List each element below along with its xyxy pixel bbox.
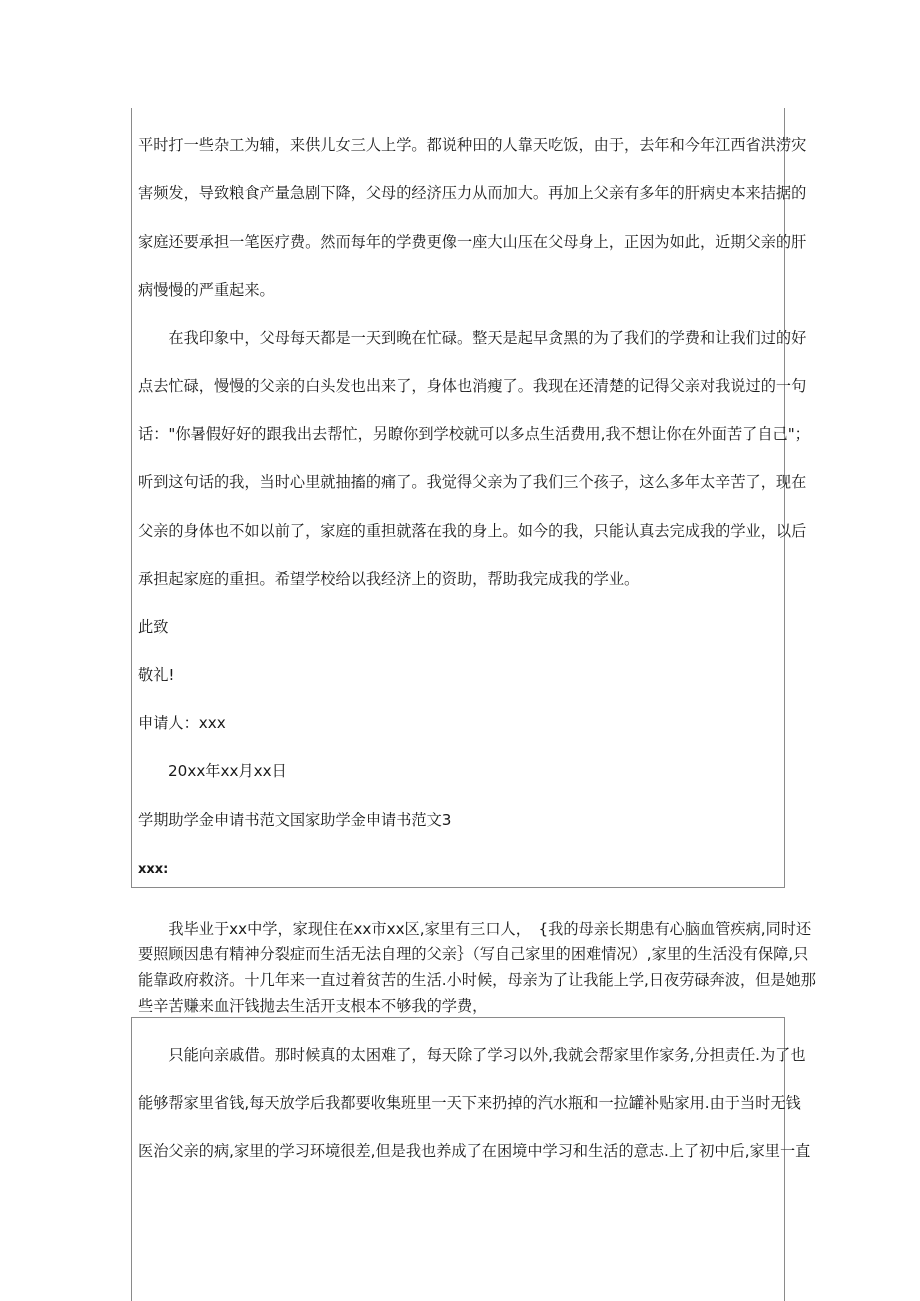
closing-line: 此致 (138, 618, 169, 636)
salutation-line: xxx: (138, 862, 169, 877)
paragraph-line: 点去忙碌，慢慢的父亲的白头发也出来了，身体也消瘦了。我现在还清楚的记得父亲对我说过的一句 (138, 377, 807, 395)
paragraph-line: 在我印象中，父母每天都是一天到晚在忙碌。整天是起早贪黑的为了我们的学费和让我们过的好 (138, 329, 807, 347)
document-heading: 学期助学金申请书范文国家助学金申请书范文3 (138, 811, 452, 829)
paragraph-line: 父亲的身体也不如以前了，家庭的重担就落在我的身上。如今的我，只能认真去完成我的学业，以后 (138, 522, 807, 540)
paragraph-line: 害频发，导致粮食产量急剧下降，父母的经济压力从而加大。再加上父亲有多年的肝病史本来拮据的 (138, 184, 807, 202)
date-line: 20xx年xx月xx日 (168, 762, 287, 780)
paragraph-line: 医治父亲的病,家里的学习环境很差,但是我也养成了在困境中学习和生活的意志.上了初中后,家里一直 (138, 1142, 811, 1160)
paragraph-line: 家庭还要承担一笔医疗费。然而每年的学费更像一座大山压在父母身上，正因为如此，近期父亲的肝 (138, 233, 807, 251)
paragraph-line: 病慢慢的严重起来。 (138, 281, 275, 299)
paragraph-line: 能够帮家里省钱,每天放学后我都要收集班里一天下来扔掉的汽水瓶和一拉罐补贴家用.由于当时无钱 (138, 1094, 801, 1112)
paragraph-line: 平时打一些杂工为辅，来供儿女三人上学。都说种田的人靠天吃饭，由于，去年和今年江西省洪涝灾 (138, 136, 807, 154)
paragraph-line: 些辛苦赚来血汗钱抛去生活开支根本不够我的学费， (138, 997, 488, 1015)
paragraph-line: 话："你暑假好好的跟我出去帮忙，另瞭你到学校就可以多点生活费用,我不想让你在外面苦了自己"； (138, 425, 810, 443)
paragraph-line: 承担起家庭的重担。希望学校给以我经济上的资助，帮助我完成我的学业。 (138, 570, 640, 588)
paragraph-line: 我毕业于xx中学，家现住在xx市xx区,家里有三口人， {我的母亲长期患有心脑血管疾病,同时还 (138, 920, 812, 938)
applicant-line: 申请人：xxx (138, 714, 226, 732)
paragraph-line: 能靠政府救济。十几年来一直过着贫苦的生活.小时候，母亲为了让我能上学,日夜劳碌奔波，但是她那 (138, 971, 816, 989)
paragraph-line: 只能向亲戚借。那时候真的太困难了，每天除了学习以外,我就会帮家里作家务,分担责任.为了也 (138, 1046, 806, 1064)
greeting-line: 敬礼! (138, 666, 175, 684)
paragraph-line: 听到这句话的我，当时心里就抽搐的痛了。我觉得父亲为了我们三个孩子，这么多年太辛苦了，现在 (138, 473, 807, 491)
paragraph-line: 要照顾因患有精神分裂症而生活无法自理的父亲｝（写自己家里的困难情况）,家里的生活没有保障,只 (138, 945, 809, 963)
